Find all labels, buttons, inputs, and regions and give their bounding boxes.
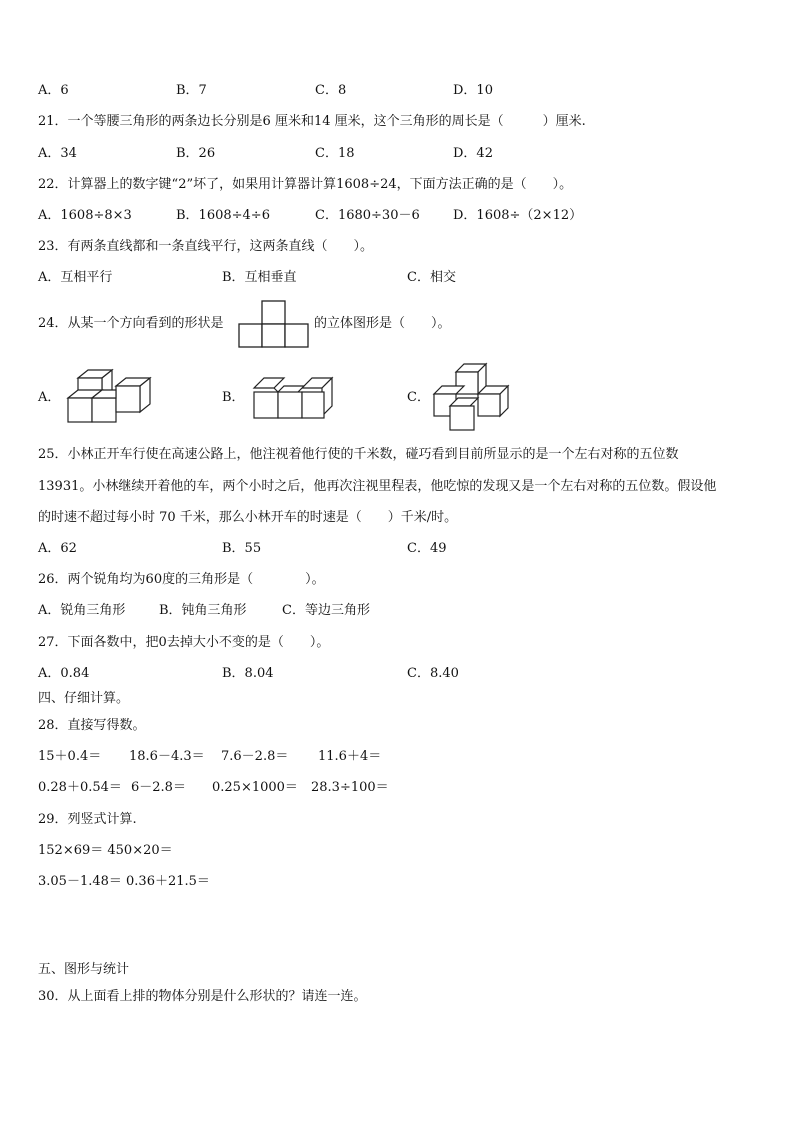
q29-row-1: 152×69＝ 450×20＝ xyxy=(38,843,173,858)
q22-stem: 22．计算器上的数字键“2”坏了，如果用计算器计算1608÷24，下面方法正确的是（ ）。 xyxy=(38,177,573,192)
q20-option-a[interactable]: A．6 xyxy=(38,83,69,98)
q28-expr-8: 28.3÷100＝ xyxy=(311,780,389,795)
q26-option-c[interactable]: C．等边三角形 xyxy=(282,603,370,618)
q24-option-a-figure[interactable] xyxy=(62,368,157,428)
q24-option-c-figure[interactable] xyxy=(430,360,515,436)
q22-option-a[interactable]: A．1608÷8×3 xyxy=(38,208,132,223)
q21-stem: 21．一个等腰三角形的两条边长分别是6 厘米和14 厘米，这个三角形的周长是（ ）厘米. xyxy=(38,114,586,129)
section-4-heading: 四、仔细计算。 xyxy=(38,691,130,706)
q28-expr-6: 6－2.8＝ xyxy=(131,780,186,795)
q23-option-b[interactable]: B．互相垂直 xyxy=(222,270,297,285)
q29-stem: 29．列竖式计算. xyxy=(38,812,137,827)
q27-option-a[interactable]: A．0.84 xyxy=(38,666,90,681)
q25-line-1: 25．小林正开车行使在高速公路上，他注视着他行使的千米数，碰巧看到目前所显示的是一个左右对称的五位数 xyxy=(38,447,679,462)
q21-option-a[interactable]: A．34 xyxy=(38,146,77,161)
q21-option-b[interactable]: B．26 xyxy=(176,146,216,161)
q24-stem-after: 的立体图形是（ ）。 xyxy=(314,316,451,331)
q24-option-b-figure[interactable] xyxy=(250,372,340,424)
q29-row-2: 3.05－1.48＝ 0.36＋21.5＝ xyxy=(38,874,210,889)
q25-option-b[interactable]: B．55 xyxy=(222,541,262,556)
q25-option-c[interactable]: C．49 xyxy=(407,541,447,556)
q23-option-c[interactable]: C．相交 xyxy=(407,270,456,285)
q24-option-a[interactable]: A． xyxy=(38,390,61,405)
section-5-heading: 五、图形与统计 xyxy=(38,962,130,977)
q26-option-b[interactable]: B．钝角三角形 xyxy=(159,603,247,618)
q21-option-d[interactable]: D．42 xyxy=(453,146,493,161)
q23-option-a[interactable]: A．互相平行 xyxy=(38,270,113,285)
q23-stem: 23．有两条直线都和一条直线平行，这两条直线（ ）。 xyxy=(38,239,374,254)
q24-stem-before: 24．从某一个方向看到的形状是 xyxy=(38,316,224,331)
q24-option-c[interactable]: C． xyxy=(407,390,430,405)
q28-expr-7: 0.25×1000＝ xyxy=(212,780,298,795)
q28-expr-5: 0.28＋0.54＝ xyxy=(38,780,122,795)
q27-option-c[interactable]: C．8.40 xyxy=(407,666,459,681)
q25-line-2: 13931。小林继续开着他的车，两个小时之后，他再次注视里程表，他吃惊的发现又是一个左右对称的五位数。假设他 xyxy=(38,479,717,494)
q20-option-d[interactable]: D．10 xyxy=(453,83,493,98)
q25-option-a[interactable]: A．62 xyxy=(38,541,77,556)
q28-stem: 28．直接写得数。 xyxy=(38,718,146,733)
q22-option-d[interactable]: D．1608÷（2×12） xyxy=(453,208,583,223)
q28-expr-2: 18.6－4.3＝ xyxy=(129,749,205,764)
q27-option-b[interactable]: B．8.04 xyxy=(222,666,274,681)
q26-stem: 26．两个锐角均为60度的三角形是（ ）。 xyxy=(38,572,325,587)
q22-option-c[interactable]: C．1680÷30－6 xyxy=(315,208,420,223)
q21-option-c[interactable]: C．18 xyxy=(315,146,355,161)
q28-expr-4: 11.6＋4＝ xyxy=(318,749,382,764)
q28-expr-1: 15＋0.4＝ xyxy=(38,749,102,764)
q20-option-c[interactable]: C．8 xyxy=(315,83,347,98)
q24-option-b[interactable]: B． xyxy=(222,390,245,405)
q28-expr-3: 7.6－2.8＝ xyxy=(221,749,289,764)
q25-line-3: 的时速不超过每小时 70 千米，那么小林开车的时速是（ ）千米/时。 xyxy=(38,510,458,525)
q27-stem: 27．下面各数中，把0去掉大小不变的是（ ）。 xyxy=(38,635,330,650)
q30-stem: 30．从上面看上排的物体分别是什么形状的？请连一连。 xyxy=(38,989,367,1004)
q20-option-b[interactable]: B．7 xyxy=(176,83,207,98)
q22-option-b[interactable]: B．1608÷4÷6 xyxy=(176,208,270,223)
q24-view-shape-figure xyxy=(238,300,310,350)
q26-option-a[interactable]: A．锐角三角形 xyxy=(38,603,126,618)
